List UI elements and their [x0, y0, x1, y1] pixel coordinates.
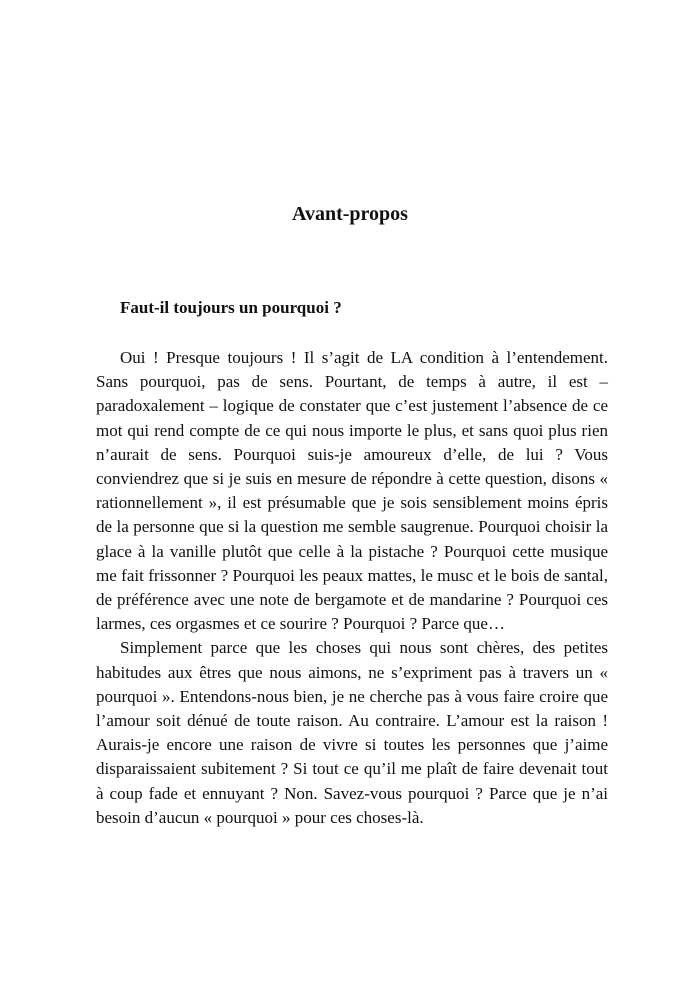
body-text [96, 346, 608, 830]
paragraph: Oui ! Presque toujours ! Il s’agit de LA condition à l’entendement. Sans pourquoi, pas de sens. Pourtant, de temps à autre, il est – paradoxalement – logique de constater que c’est justement l’absence de ce mot qui rend compte de ce qui nous importe le plus, et sans quoi plus rien n’aurait de sens. Pourquoi suis-je amoureux d’elle, de lui ? Vous conviendrez que si je suis en mesure de répondre à cette question, disons « rationnellement », il est présumable que je sois sensiblement moins épris de la personne que si la question me semble saugrenue. Pourquoi choisir la glace à la vanille plutôt que celle à la pistache ? Pourquoi cette musique me fait frissonner ? Pourquoi les peaux mattes, le musc et le bois de santal, de préférence avec une note de bergamote et de mandarine ? Pourquoi ces larmes, ces orgasmes et ce sourire ? Pourquoi ? Parce que… [96, 348, 608, 634]
section-heading: Faut-il toujours un pourquoi ? [120, 298, 342, 317]
paragraph: Simplement parce que les choses qui nous sont chères, des petites habitudes aux êtres que nous aimons, ne s’expriment pas à travers un « pourquoi ». Entendons-nous bien, je ne cherche pas à vous faire croire que l’amour soit dénué de toute raison. Au contraire. L’amour est la raison ! Aurais-je encore une raison de vivre si toutes les personnes que j’aime disparaissaient subitement ? Si tout ce qu’il me plaît de faire devenait tout à coup fade et ennuyant ? Non. Savez-vous pourquoi ? Parce que je n’ai besoin d’aucun « pourquoi » pour ces choses-là. [96, 638, 608, 827]
chapter-title: Avant-propos [292, 203, 408, 225]
